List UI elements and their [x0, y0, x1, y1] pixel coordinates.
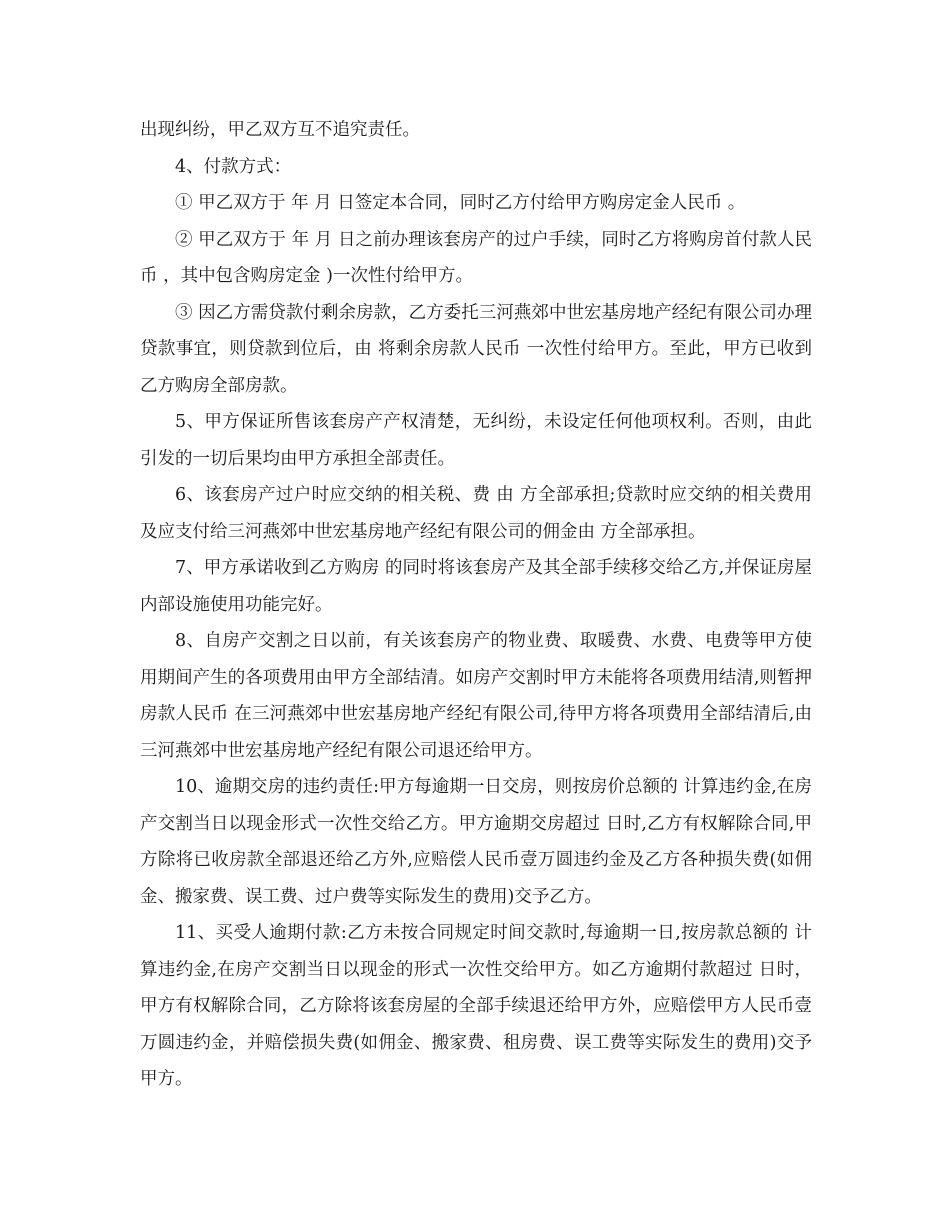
paragraph-payment-deposit: ① 甲乙双方于 年 月 日签定本合同，同时乙方付给甲方购房定金人民币 。 [175, 193, 746, 213]
paragraph-payment-loan: ③ 因乙方需贷款付剩余房款，乙方委托三河燕郊中世宏基房地产经纪有限公司办理贷款事宜，则贷款到位后，由 将剩余房款人民币 一次性付给甲方。至此，甲方已收到乙方购房全部房款。 [140, 302, 812, 396]
paragraph-dispute-clause-end: 出现纠纷，甲乙双方互不追究责任。 [140, 120, 420, 140]
paragraph-payment-method-heading: 4、付款方式： [175, 156, 292, 177]
document-page [140, 112, 812, 1098]
paragraph-taxes-fees: 6、该套房产过户时应交纳的相关税、费 由 方全部承担;贷款时应交纳的相关费用及应支付给三河燕郊中世宏基房地产经纪有限公司的佣金由 方全部承担。 [140, 485, 812, 542]
paragraph-utility-fees: 8、自房产交割之日以前，有关该套房产的物业费、取暖费、水费、电费等甲方使用期间产生的各项费用由甲方全部结清。如房产交割时甲方未能将各项费用结清,则暂押房款人民币 在三河燕郊中世宏基房地产经纪有限公司,待甲方将各项费用全部结清后,由三河燕郊中世宏基房地产经纪有限公司退还给甲方。 [140, 631, 812, 761]
paragraph-title-guarantee: 5、甲方保证所售该套房产产权清楚，无纠纷，未设定任何他项权利。否则，由此引发的一切后果均由甲方承担全部责任。 [140, 412, 812, 469]
paragraph-handover: 7、甲方承诺收到乙方购房 的同时将该套房产及其全部手续移交给乙方,并保证房屋内部设施使用功能完好。 [140, 558, 812, 615]
paragraph-late-delivery: 10、逾期交房的违约责任:甲方每逾期一日交房，则按房价总额的 计算违约金,在房产交割当日以现金形式一次性交给乙方。甲方逾期交房超过 日时,乙方有权解除合同,甲方除将已收房款全部退还给乙方外,应赔偿人民币壹万圆违约金及乙方各种损失费(如佣金、搬家费、误工费、过户费等实际发生的费用)交予乙方。 [140, 777, 812, 907]
paragraph-payment-transfer: ② 甲乙双方于 年 月 日之前办理该套房产的过户手续，同时乙方将购房首付款人民币 ，其中包含购房定金 )一次性付给甲方。 [140, 229, 812, 286]
paragraph-late-payment: 11、买受人逾期付款:乙方未按合同规定时间交款时,每逾期一日,按房款总额的 计算违约金,在房产交割当日以现金的形式一次性交给甲方。如乙方逾期付款超过 日时，甲方有权解除合同，乙方除将该套房屋的全部手续退还给甲方外，应赔偿甲方人民币壹万圆违约金，并赔偿损失费(如佣金、搬家费、租房费、误工费等实际发生的费用)交予甲方。 [140, 923, 812, 1089]
